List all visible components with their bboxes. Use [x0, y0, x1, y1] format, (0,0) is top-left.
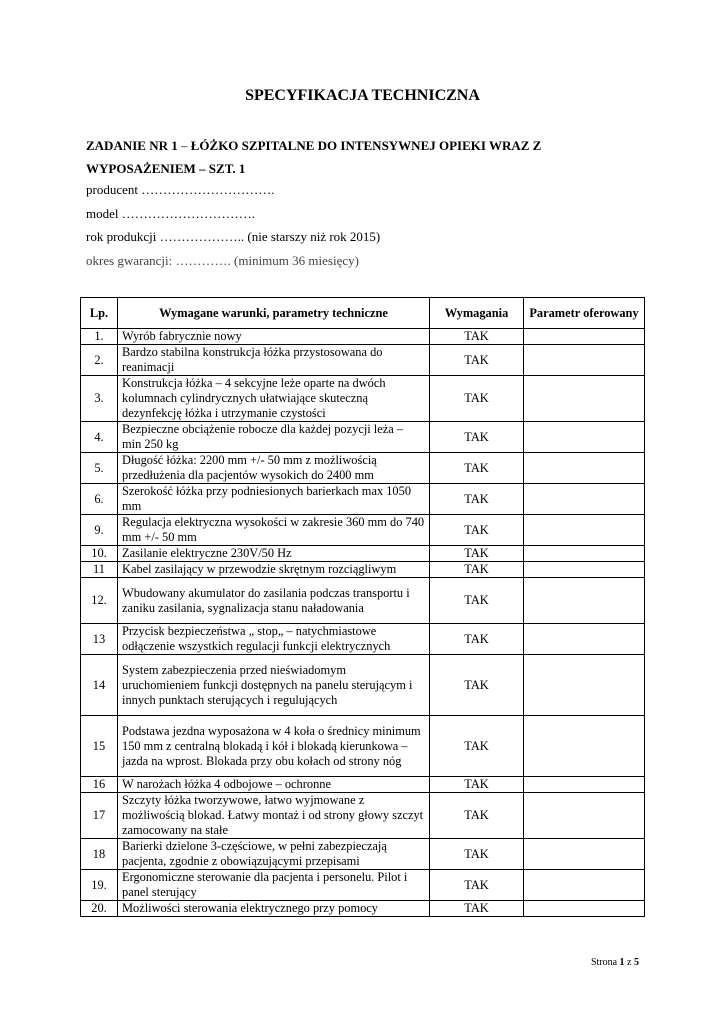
task-number: ZADANIE NR 1: [86, 138, 178, 153]
row-description: Możliwości sterowania elektrycznego przy pomocy: [118, 901, 430, 917]
row-number: 15: [81, 716, 118, 777]
table-row: [81, 793, 645, 839]
row-requirement: TAK: [430, 562, 524, 578]
row-description: Regulacja elektryczna wysokości w zakresie 360 mm do 740 mm +/- 50 mm: [118, 515, 430, 546]
row-offered-value[interactable]: [524, 515, 645, 546]
row-number: 4.: [81, 422, 118, 453]
row-offered-value[interactable]: [524, 345, 645, 376]
row-offered-value[interactable]: [524, 422, 645, 453]
row-requirement: TAK: [430, 484, 524, 515]
row-description: Bardzo stabilna konstrukcja łóżka przystosowana do reanimacji: [118, 345, 430, 376]
row-offered-value[interactable]: [524, 793, 645, 839]
row-offered-value[interactable]: [524, 901, 645, 917]
table-body: [81, 329, 645, 917]
table-row: [81, 515, 645, 546]
row-offered-value[interactable]: [524, 578, 645, 624]
row-requirement: TAK: [430, 716, 524, 777]
table-row: [81, 453, 645, 484]
row-number: 1.: [81, 329, 118, 345]
row-offered-value[interactable]: [524, 546, 645, 562]
specification-table: [80, 297, 645, 917]
table-row: [81, 329, 645, 345]
row-requirement: TAK: [430, 655, 524, 716]
task-dash: –: [177, 138, 191, 153]
task-title-line2: WYPOSAŻENIEM – SZT. 1: [86, 161, 246, 176]
row-description: Zasilanie elektryczne 230V/50 Hz: [118, 546, 430, 562]
header-lp: Lp.: [81, 298, 118, 329]
table-row: [81, 376, 645, 422]
row-requirement: TAK: [430, 546, 524, 562]
row-requirement: TAK: [430, 422, 524, 453]
row-number: 3.: [81, 376, 118, 422]
row-requirement: TAK: [430, 777, 524, 793]
table-row: [81, 839, 645, 870]
row-number: 19.: [81, 870, 118, 901]
field-producent: producent ………………………….: [86, 182, 275, 197]
table-row: [81, 624, 645, 655]
row-number: 18: [81, 839, 118, 870]
row-description: Wyrób fabrycznie nowy: [118, 329, 430, 345]
row-description: Konstrukcja łóżka – 4 sekcyjne leże oparte na dwóch kolumnach cylindrycznych ułatwiające skuteczną dezynfekcję łóżka i utrzymanie czystości: [118, 376, 430, 422]
row-offered-value[interactable]: [524, 376, 645, 422]
field-model: model ………………………….: [86, 206, 255, 221]
row-requirement: TAK: [430, 870, 524, 901]
row-offered-value[interactable]: [524, 484, 645, 515]
row-offered-value[interactable]: [524, 329, 645, 345]
row-offered-value[interactable]: [524, 716, 645, 777]
row-offered-value[interactable]: [524, 624, 645, 655]
row-offered-value[interactable]: [524, 777, 645, 793]
page-footer: [591, 957, 639, 968]
table-row: [81, 870, 645, 901]
row-number: 9.: [81, 515, 118, 546]
row-description: Długość łóżka: 2200 mm +/- 50 mm z możliwością przedłużenia dla pacjentów wysokich do 2400 mm: [118, 453, 430, 484]
footer-label: Strona: [590, 957, 618, 968]
row-number: 11: [81, 562, 118, 578]
table-row: [81, 562, 645, 578]
row-offered-value[interactable]: [524, 870, 645, 901]
header-requirement: Wymagania: [430, 298, 524, 329]
row-description: Przycisk bezpieczeństwa „ stop„ – natychmiastowe odłączenie wszystkich regulacji funkcji elektrycznych: [118, 624, 430, 655]
row-requirement: TAK: [430, 578, 524, 624]
row-number: 20.: [81, 901, 118, 917]
row-requirement: TAK: [430, 376, 524, 422]
table-row: [81, 422, 645, 453]
table-row: [81, 484, 645, 515]
table-row: [81, 777, 645, 793]
footer-page: 1: [619, 957, 625, 968]
task-title-line1: ŁÓŻKO SZPITALNE DO INTENSYWNEJ OPIEKI WRAZ Z: [190, 138, 542, 153]
row-description: Kabel zasilający w przewodzie skrętnym rozciągliwym: [118, 562, 430, 578]
field-rok-produkcji: rok produkcji ……………….. (nie starszy niż rok 2015): [86, 229, 381, 244]
row-number: 13: [81, 624, 118, 655]
row-offered-value[interactable]: [524, 655, 645, 716]
row-number: 17: [81, 793, 118, 839]
table-row: [81, 345, 645, 376]
table-row: [81, 546, 645, 562]
row-number: 12.: [81, 578, 118, 624]
row-description: Szczyty łóżka tworzywowe, łatwo wyjmowane z możliwością blokad. Łatwy montaż i od strony głowy szczyt zamocowany na stałe: [118, 793, 430, 839]
row-requirement: TAK: [430, 839, 524, 870]
row-number: 14: [81, 655, 118, 716]
row-number: 6.: [81, 484, 118, 515]
row-description: Podstawa jezdna wyposażona w 4 koła o średnicy minimum 150 mm z centralną blokadą i kół i blokadą kierunkowa – jazda na wprost. Blokada przy obu kołach od strony nóg: [118, 716, 430, 777]
row-requirement: TAK: [430, 453, 524, 484]
row-requirement: TAK: [430, 329, 524, 345]
row-requirement: TAK: [430, 901, 524, 917]
footer-of: z: [627, 957, 632, 968]
row-offered-value[interactable]: [524, 562, 645, 578]
row-description: System zabezpieczenia przed nieświadomym uruchomieniem funkcji dostępnych na panelu sterującym i innych punktach sterujących i regulujących: [118, 655, 430, 716]
row-description: Bezpieczne obciążenie robocze dla każdej pozycji leża – min 250 kg: [118, 422, 430, 453]
document-title: SPECYFIKACJA TECHNICZNA: [245, 87, 480, 104]
table-row: [81, 578, 645, 624]
row-requirement: TAK: [430, 515, 524, 546]
row-offered-value[interactable]: [524, 839, 645, 870]
header-offered: Parametr oferowany: [524, 298, 645, 329]
task-heading: [86, 134, 646, 180]
row-requirement: TAK: [430, 624, 524, 655]
header-description: Wymagane warunki, parametry techniczne: [118, 298, 430, 329]
row-number: 10.: [81, 546, 118, 562]
row-description: Ergonomiczne sterowanie dla pacjenta i personelu. Pilot i panel sterujący: [118, 870, 430, 901]
field-okres-gwarancji: okres gwarancji: …………. (minimum 36 miesięcy): [86, 253, 359, 268]
footer-total: 5: [634, 957, 639, 968]
table-header-row: [81, 298, 645, 329]
row-number: 16: [81, 777, 118, 793]
row-offered-value[interactable]: [524, 453, 645, 484]
row-description: Szerokość łóżka przy podniesionych barierkach max 1050 mm: [118, 484, 430, 515]
row-requirement: TAK: [430, 793, 524, 839]
table-row: [81, 901, 645, 917]
row-number: 5.: [81, 453, 118, 484]
row-number: 2.: [81, 345, 118, 376]
table-row: [81, 655, 645, 716]
row-description: W narożach łóżka 4 odbojowe – ochronne: [118, 777, 430, 793]
row-description: Barierki dzielone 3-częściowe, w pełni zabezpieczają pacjenta, zgodnie z obowiązującymi przepisami: [118, 839, 430, 870]
table-row: [81, 716, 645, 777]
row-description: Wbudowany akumulator do zasilania podczas transportu i zaniku zasilania, sygnalizacja stanu naładowania: [118, 578, 430, 624]
row-requirement: TAK: [430, 345, 524, 376]
